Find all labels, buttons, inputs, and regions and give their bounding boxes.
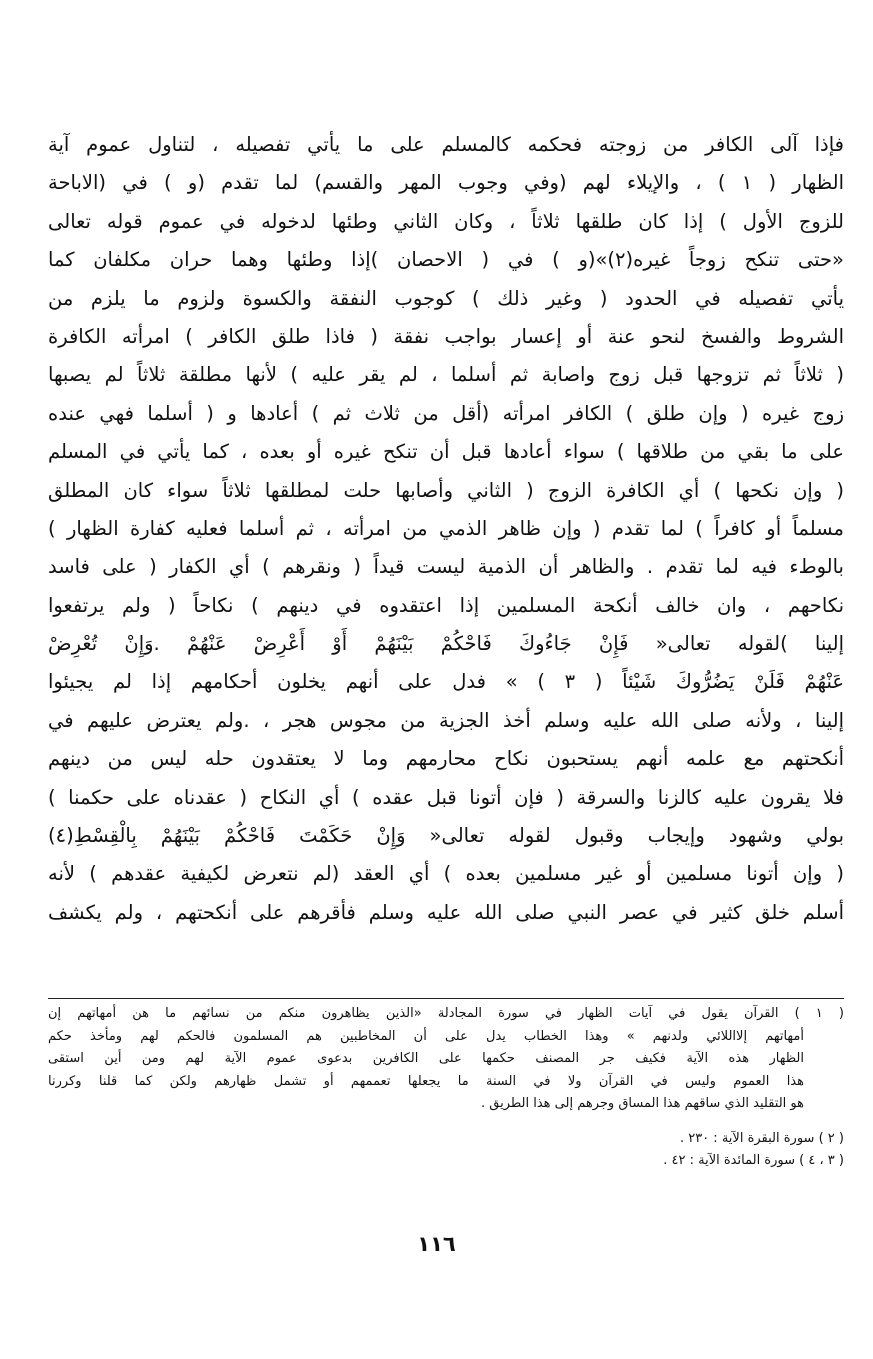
footnote-2: ( ٢ ) سورة البقرة الآية : ٢٣٠ . bbox=[679, 1130, 844, 1146]
text-line: فلا يقرون عليه كالزنا والسرقة ( فإن أتونا قبل عقده ) أي النكاح ( عقدناه على حكمنا ) bbox=[48, 785, 844, 809]
text-line: على ما بقي من طلاقها ) سواء أعادها قبل أن تنكح غيره أو بعده ، كما يأتي في المسلم bbox=[48, 440, 844, 464]
text-line: ( ثلاثاً ثم تزوجها قبل زوج واصابة ثم أسلما ، لم يقر عليه ) لأنها مطلقة ثلاثاً لم يصبها bbox=[48, 363, 844, 387]
quran-text-line: بولي وشهود وإيجاب وقبول لقوله تعالى« وَإِنْ حَكَمْتَ فَاحْكُمْ بَيْنَهُمْ بِالْقِسْطِ(٤) bbox=[48, 824, 844, 848]
text-line: زوج غيره ( وإن طلق ) الكافر امرأته (أقل من ثلاث ثم ) أعادها و ( أسلما فهي عنده bbox=[48, 401, 844, 425]
text-line: بالوطء فيه لما تقدم . والظاهر أن الذمية ليست قيداً ( ونقرهم ) أي الكفار ( على فاسد bbox=[48, 555, 844, 579]
main-text-block bbox=[48, 126, 844, 932]
text-line: ( وإن نكحها ) أي الكافرة الزوج ( الثاني وأصابها حلت لمطلقها ثلاثاً سواء كان المطلق bbox=[48, 478, 844, 502]
footnote-3-4: ( ٣ ، ٤ ) سورة المائدة الآية : ٤٢ . bbox=[663, 1153, 844, 1168]
footnote-1-line: أمهاتهم إلااللائي ولدنهم » وهذا الخطاب يدل على أن المخاطبين هم المسلمون فالحكم لهم ومأخذ حكم bbox=[48, 1028, 804, 1044]
text-line: مسلماً أو كافراً ) لما تقدم ( وإن ظاهر الذمي من امرأته ، ثم أسلما فعليه كفارة الظهار ) bbox=[48, 516, 844, 540]
footnote-1-line: ( ١ ) القرآن يقول في آيات الظهار في سورة المجادلة «الذين يظاهرون منكم من نسائهم ما هن أمهاتهم إن bbox=[48, 1006, 844, 1021]
text-line: إلينا ، ولأنه صلى الله عليه وسلم أخذ الجزية من مجوس هجر ، .ولم يعترض عليهم في bbox=[48, 708, 844, 732]
text-line: «حتى تنكح زوجاً غيره(٢)»(و ) في ( الاحصان )إذا وطئها وهما حران مكلفان كما bbox=[48, 248, 844, 272]
footnotes-block bbox=[48, 1003, 844, 1173]
text-line: الظهار ( ١ ) ، والإيلاء لهم (وفي وجوب المهر والقسم) لما تقدم (و ) في (الاباحة bbox=[48, 171, 844, 195]
text-line: فإذا آلى الكافر من زوجته فحكمه كالمسلم على ما يأتي تفصيله ، لتناول عموم آية bbox=[48, 133, 844, 156]
quran-text-line: إلينا )لقوله تعالى« فَإِنْ جَاءُوكَ فَاحْكُمْ بَيْنَهُمْ أَوْ أَعْرِضْ عَنْهُمْ .وَإِنْ تُعْرِضْ bbox=[48, 632, 844, 656]
footnote-1-line: هو التقليد الذي ساقهم هذا المساق وجرهم إلى هذا الطريق . bbox=[480, 1096, 804, 1111]
text-line: أنكحتهم مع علمه أنهم يستحبون نكاح محارمهم وما لا يعتقدون حله ليس من دينهم bbox=[48, 747, 844, 771]
footnote-1-line: الظهار هذه الآية فكيف جر المصنف حكمها على الكافرين بدعوى عموم الآية لهم ومن أين استقى bbox=[48, 1051, 804, 1066]
footnote-spacer bbox=[48, 1116, 844, 1128]
text-line: أسلم خلق كثير في عصر النبي صلى الله عليه وسلم فأقرهم على أنكحتهم ، ولم يكشف bbox=[48, 900, 844, 924]
page-number: ١١٦ bbox=[417, 1232, 456, 1256]
text-line: نكاحهم ، وان خالف أنكحة المسلمين إذا اعتقدوه في دينهم ) نكاحاً ( ولم يرتفعوا bbox=[48, 593, 844, 617]
text-line: يأتي تفصيله في الحدود ( وغير ذلك ) كوجوب النفقة والكسوة ولزوم ما يلزم من bbox=[48, 286, 844, 310]
text-line: ( وإن أتونا مسلمين أو غير مسلمين بعده ) أي العقد (لم نتعرض لكيفية عقدهم ) لأنه bbox=[48, 862, 844, 886]
footnote-1-line: هذا العموم وليس في القرآن ولا في السنة ما يجعلها تعممهم أو تشمل ظهارهم ولكن كما قلنا وكررنا bbox=[48, 1073, 804, 1089]
footnote-divider bbox=[48, 998, 844, 999]
text-line: للزوج الأول ) إذا كان طلقها ثلاثاً ، وكان الثاني وطئها لدخوله في عموم قوله تعالى bbox=[48, 209, 844, 233]
quran-text-line: عَنْهُمْ فَلَنْ يَضُرُّوكَ شَيْئاً ( ٣ ) » فدل على أنهم يخلون أحكامهم إذا لم يجيئوا bbox=[48, 670, 844, 694]
text-line: الشروط والفسخ لنحو عنة أو إعسار بواجب نفقة ( فاذا طلق الكافر ) امرأته الكافرة bbox=[48, 324, 844, 348]
